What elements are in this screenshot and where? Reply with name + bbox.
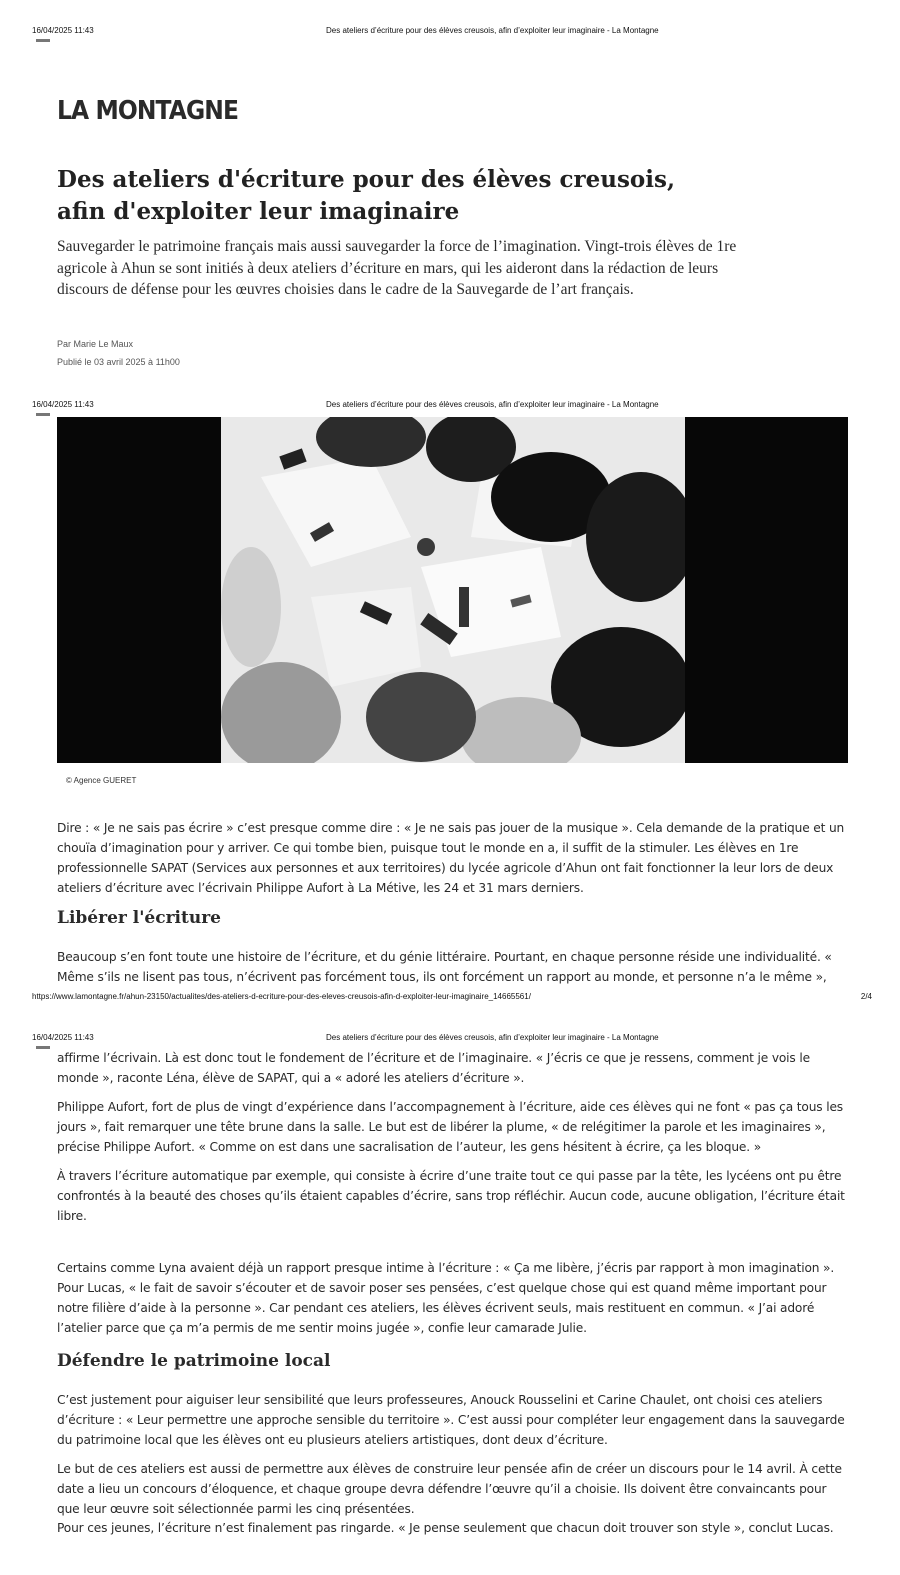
article-lead: Sauvegarder le patrimoine français mais aussi sauvegarder la force de l’imagination. Vingt-trois élèves de 1re agricole à Ahun se sont initiés à deux ateliers d’écriture en mars, qui les aideront dans la rédaction de leurs discours de défense pour les œuvres choisies dans le cadre de la Sauvegarde de l’art français.: [57, 238, 737, 298]
article-published-date: Publié le 03 avril 2025 à 11h00: [57, 357, 180, 367]
print-date: 16/04/2025 11:43: [32, 1033, 94, 1042]
section-heading: Libérer l'écriture: [57, 908, 221, 928]
article-paragraph: Pour ces jeunes, l’écriture n’est finalement pas ringarde. « Je pense seulement que chacun doit trouver son style », conclut Lucas.: [57, 1521, 834, 1535]
article-paragraph: Beaucoup s’en font toute une histoire de l’écriture, et du génie littéraire. Pourtant, en chaque personne réside une individualité. « Même s’ils ne lisent pas tous, n’écrivent pas forcément tous, ils ont forcément un rapport au monde, et personne n’a le même »,: [57, 950, 832, 984]
print-title: Des ateliers d’écriture pour des élèves creusois, afin d’exploiter leur imaginaire - La Montagne: [326, 1033, 659, 1042]
article-byline: Par Marie Le Maux: [57, 339, 134, 349]
site-logo[interactable]: LA MONTAGNE: [57, 96, 239, 126]
article-paragraph: À travers l’écriture automatique par exemple, qui consiste à écrire d’une traite tout ce qui passe par la tête, les lycéens ont pu être confrontés à la beauté des choses qu’ils étaient capables d’écrire, sans trop réfléchir. Aucun code, aucune obligation, l’écriture était libre.: [57, 1169, 845, 1223]
article-headline: Des ateliers d'écriture pour des élèves creusois, afin d'exploiter leur imaginaire: [57, 166, 675, 225]
section-heading: Défendre le patrimoine local: [57, 1351, 331, 1371]
article-photo: [57, 417, 848, 763]
article-paragraph: Philippe Aufort, fort de plus de vingt d’expérience dans l’accompagnement à l’écriture, aide ces élèves qui ne font « pas ça tous les jours », fait remarquer une tête brune dans la salle. Le but est de libérer la plume, « de relégitimer la parole et les imaginaires », précise Philippe Aufort. « Comme on est dans une sacralisation de l’auteur, les gens hésitent à écrire, ça les bloque. »: [57, 1100, 843, 1154]
print-title: Des ateliers d’écriture pour des élèves creusois, afin d’exploiter leur imaginaire - La Montagne: [326, 26, 659, 35]
photo-credit: © Agence GUERET: [66, 776, 137, 785]
print-page-number: 2/4: [860, 992, 872, 1001]
print-title: Des ateliers d’écriture pour des élèves creusois, afin d’exploiter leur imaginaire - La Montagne: [326, 400, 659, 409]
article-paragraph: Certains comme Lyna avaient déjà un rapport presque intime à l’écriture : « Ça me libère, j’écris par rapport à mon imagination ». Pour Lucas, « le fait de savoir s’écouter et de savoir poser ses pensées, c’est quelque chose qui est quand même important pour notre filière d’aide à la personne ». Car pendant ces ateliers, les élèves écrivent seuls, mais restituent en commun. « J’ai adoré l’atelier parce que ça m’a permis de me sentir moins jugée », confie leur camarade Julie.: [57, 1261, 835, 1335]
print-date: 16/04/2025 11:43: [32, 400, 94, 409]
article-paragraph: affirme l’écrivain. Là est donc tout le fondement de l’écriture et de l’imaginaire. « J’écris ce que je ressens, comment je vois le monde », raconte Léna, élève de SAPAT, qui a « adoré les ateliers d’écriture ».: [57, 1051, 810, 1085]
article-paragraph: Dire : « Je ne sais pas écrire » c’est presque comme dire : « Je ne sais pas jouer de la musique ». Cela demande de la pratique et un chouïa d’imagination pour y arriver. Ce qui tombe bien, puisque tout le monde en a, il suffit de la stimuler. Les élèves en 1re professionnelle SAPAT (Services aux personnes et aux territoires) du lycée agricole d’Ahun ont fait fonctionner la leur lors de deux ateliers d’écriture avec l’écrivain Philippe Aufort à La Métive, les 24 et 31 mars derniers.: [57, 821, 845, 895]
students-writing-photo: [221, 417, 685, 763]
print-date: 16/04/2025 11:43: [32, 26, 94, 35]
article-paragraph: C’est justement pour aiguiser leur sensibilité que leurs professeures, Anouck Rousselini et Carine Chaulet, ont choisi ces ateliers d’écriture : « Leur permettre une approche sensible du territoire ». C’est aussi pour compléter leur engagement dans la sauvegarde du patrimoine local que les élèves ont eu plusieurs ateliers artistiques, dont deux d’écriture.: [57, 1393, 845, 1447]
article-paragraph: Le but de ces ateliers est aussi de permettre aux élèves de construire leur pensée afin de créer un discours pour le 14 avril. À cette date a lieu un concours d’éloquence, et chaque groupe devra défendre l’œuvre qu’il a choisie. Ils doivent être convaincants pour que leur œuvre soit sélectionnée parmi les cinq présentées.: [57, 1462, 842, 1516]
print-url: https://www.lamontagne.fr/ahun-23150/actualites/des-ateliers-d-ecriture-pour-des-eleves-creusois-afin-d-exploiter-leur-imaginaire_14665561/: [32, 992, 531, 1001]
